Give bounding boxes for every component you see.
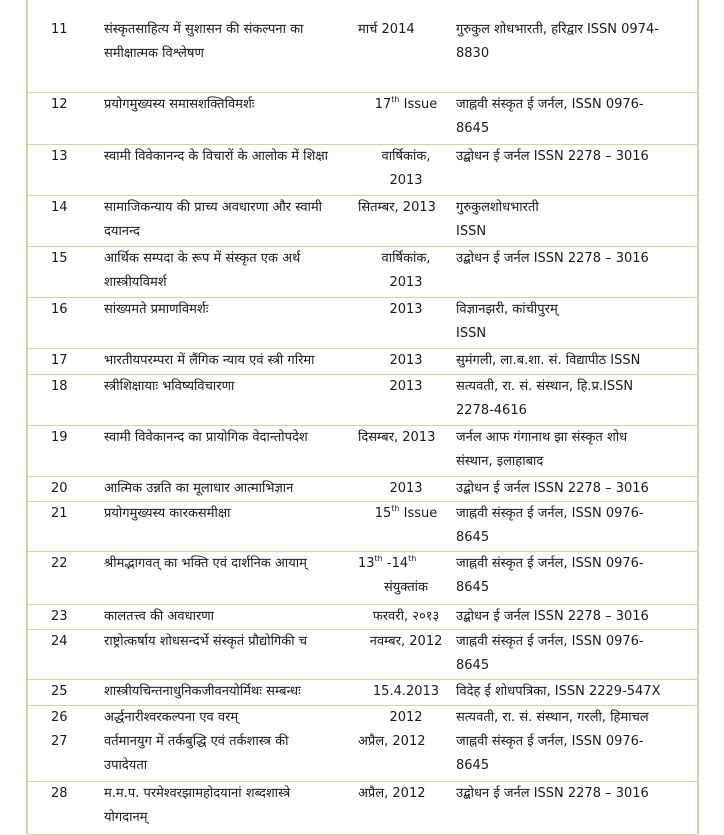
paper-title bbox=[104, 247, 361, 295]
paper-title-line: वर्तमानयुग में तर्कबुद्धि एवं तर्कशास्त्र की bbox=[104, 734, 289, 749]
serial-number: 19 bbox=[51, 430, 68, 445]
paper-title-line: म.म.प. परमेश्वरझामहोदयानां शब्दशास्त्रे bbox=[104, 786, 291, 801]
journal-info-line: उद्बोधन ई जर्नल ISSN 2278 – 3016 bbox=[456, 481, 649, 496]
journal-info-line: विज्ञानझरी, कांचीपुरम् bbox=[456, 302, 558, 317]
table-row bbox=[28, 502, 697, 552]
publication-date bbox=[358, 247, 454, 295]
table-row bbox=[28, 706, 697, 729]
journal-info-line: जाह्नवी संस्कृत ई जर्नल, ISSN 0976- bbox=[456, 634, 644, 649]
serial-number: 15 bbox=[51, 251, 68, 266]
publication-date bbox=[358, 782, 454, 806]
serial-number: 27 bbox=[51, 734, 68, 749]
paper-title-line: संस्कृतसाहित्य में सुशासन की संकल्पना का bbox=[104, 22, 304, 37]
journal-info-line: उद्बोधन ई जर्नल ISSN 2278 – 3016 bbox=[456, 786, 649, 801]
paper-title-line: उपादेयता bbox=[104, 758, 148, 773]
journal-info-line: 8645 bbox=[456, 658, 490, 673]
journal-info bbox=[456, 605, 696, 629]
journal-info bbox=[456, 552, 696, 600]
journal-info-line: ISSN bbox=[456, 326, 487, 341]
publication-date bbox=[358, 298, 454, 322]
paper-title bbox=[104, 196, 361, 244]
paper-title-line: प्रयोगमुख्यस्य कारकसमीक्षा bbox=[104, 506, 231, 521]
journal-info-line: गुरुकुल शोधभारती, हरिद्वार ISSN 0974- bbox=[456, 22, 659, 37]
paper-title-line: कालतत्त्व की अवधारणा bbox=[104, 609, 215, 624]
publication-date-line: फरवरी, २०१३ bbox=[372, 609, 440, 624]
publication-date bbox=[358, 706, 454, 730]
serial-number: 14 bbox=[51, 200, 68, 215]
journal-info-line: 8645 bbox=[456, 121, 490, 136]
table-row bbox=[28, 477, 697, 502]
journal-info-line: जाह्नवी संस्कृत ई जर्नल, ISSN 0976- bbox=[456, 506, 644, 521]
paper-title-line: आर्थिक सम्पदा के रूप में संस्कृत एक अर्थ bbox=[104, 251, 301, 266]
publication-date bbox=[358, 730, 454, 754]
journal-info bbox=[456, 426, 696, 474]
journal-info-line: गुरुकुलशोधभारती bbox=[456, 200, 539, 215]
paper-title-line: अर्द्धनारीश्वरकल्पना एव वरम् bbox=[104, 710, 239, 725]
table-row bbox=[28, 349, 697, 375]
publication-date-line: 2013 bbox=[389, 379, 423, 394]
publication-date bbox=[358, 502, 454, 526]
paper-title-line: आत्मिक उन्नति का मूलाधार आत्माभिज्ञान bbox=[104, 481, 294, 496]
paper-title bbox=[104, 552, 361, 576]
table-row bbox=[28, 247, 697, 298]
paper-title bbox=[104, 18, 361, 66]
journal-info-line: सुमंगली, ला.ब.शा. सं. विद्यापीठ ISSN bbox=[456, 353, 641, 368]
journal-info bbox=[456, 730, 696, 778]
paper-title-line: भारतीयपरम्परा में लैंगिक न्याय एवं स्त्री गरिमा bbox=[104, 353, 315, 368]
publication-date-line: अप्रैल, 2012 bbox=[358, 734, 426, 749]
journal-info-line: संस्थान, इलाहाबाद bbox=[456, 454, 544, 469]
publication-date-line: 15th Issue bbox=[374, 503, 438, 521]
serial-number: 22 bbox=[51, 556, 68, 571]
publication-date-line: वार्षिकांक, bbox=[381, 149, 431, 164]
journal-info-line: उद्बोधन ई जर्नल ISSN 2278 – 3016 bbox=[456, 251, 649, 266]
publication-date-line: 2013 bbox=[389, 275, 423, 290]
journal-info bbox=[456, 18, 696, 66]
paper-title-line: राष्ट्रोत्कर्षाय शोधसन्दर्भे संस्कृतं प्रौद्योगिकी च bbox=[104, 634, 307, 649]
journal-info bbox=[456, 477, 696, 501]
publication-date-line: 2013 bbox=[389, 353, 423, 368]
publication-date-line: दिसम्बर, 2013 bbox=[358, 430, 436, 445]
publication-date-line: 2013 bbox=[389, 302, 423, 317]
serial-number: 20 bbox=[51, 481, 68, 496]
journal-info-line: 8645 bbox=[456, 530, 490, 545]
journal-info bbox=[456, 349, 696, 373]
paper-title bbox=[104, 630, 361, 654]
journal-info bbox=[456, 782, 696, 806]
serial-number: 24 bbox=[51, 634, 68, 649]
publication-date-line: 15.4.2013 bbox=[372, 684, 440, 699]
publication-date bbox=[358, 552, 454, 600]
serial-number: 13 bbox=[51, 149, 68, 164]
paper-title-line: सांख्यमते प्रमाणविमर्शः bbox=[104, 302, 209, 317]
journal-info-line: उद्बोधन ई जर्नल ISSN 2278 – 3016 bbox=[456, 149, 649, 164]
journal-info-line: जर्नल आफ गंगानाथ झा संस्कृत शोध bbox=[456, 430, 628, 445]
serial-number: 11 bbox=[51, 22, 68, 37]
publication-date bbox=[358, 426, 454, 450]
paper-title bbox=[104, 349, 361, 373]
publication-date-line: 2013 bbox=[389, 481, 423, 496]
journal-info bbox=[456, 93, 696, 141]
paper-title-line: समीक्षात्मक विश्लेषण bbox=[104, 46, 204, 61]
paper-title-line: श्रीमद्भागवत् का भक्ति एवं दार्शनिक आयाम् bbox=[104, 556, 307, 571]
publication-date-line: नवम्बर, 2012 bbox=[369, 634, 443, 649]
paper-title bbox=[104, 145, 361, 169]
serial-number: 23 bbox=[51, 609, 68, 624]
paper-title-line: दयानन्द bbox=[104, 224, 140, 239]
paper-title-line: स्वामी विवेकानन्द का प्रायोगिक वेदान्तोपदेश bbox=[104, 430, 308, 445]
journal-info-line: जाह्नवी संस्कृत ई जर्नल, ISSN 0976- bbox=[456, 734, 644, 749]
table-row bbox=[28, 93, 697, 145]
table-row bbox=[28, 18, 697, 93]
journal-info bbox=[456, 630, 696, 678]
serial-number: 21 bbox=[51, 506, 68, 521]
table-row bbox=[28, 298, 697, 349]
journal-info bbox=[456, 502, 696, 550]
table-row bbox=[28, 426, 697, 477]
publication-date-line: मार्च 2014 bbox=[358, 22, 415, 37]
journal-info-line: उद्बोधन ई जर्नल ISSN 2278 – 3016 bbox=[456, 609, 649, 624]
publication-date-line: अप्रैल, 2012 bbox=[358, 786, 426, 801]
paper-title bbox=[104, 477, 361, 501]
journal-info-line: 8830 bbox=[456, 46, 490, 61]
publication-date bbox=[358, 196, 454, 220]
paper-title bbox=[104, 782, 361, 830]
paper-title-line: स्त्रीशिक्षायाः भविष्यविचारणा bbox=[104, 379, 235, 394]
publication-date bbox=[358, 93, 454, 117]
journal-info bbox=[456, 680, 696, 704]
publication-date bbox=[358, 605, 454, 629]
journal-info bbox=[456, 196, 696, 244]
paper-title-line: शास्त्रीयविमर्श bbox=[104, 275, 167, 290]
serial-number: 28 bbox=[51, 786, 68, 801]
journal-info-line: 8645 bbox=[456, 758, 490, 773]
journal-info-line: 8645 bbox=[456, 580, 490, 595]
publication-date-line: वार्षिकांक, bbox=[381, 251, 431, 266]
table-row bbox=[28, 145, 697, 196]
table-row bbox=[28, 552, 697, 605]
paper-title bbox=[104, 502, 361, 526]
serial-number: 16 bbox=[51, 302, 68, 317]
paper-title bbox=[104, 375, 361, 399]
serial-number: 12 bbox=[51, 97, 68, 112]
journal-info-line: ISSN bbox=[456, 224, 487, 239]
publication-date-line: 13th -14th bbox=[358, 553, 417, 571]
table-row bbox=[28, 680, 697, 706]
table-row bbox=[28, 730, 697, 782]
journal-info-line: सत्यवती, रा. सं. संस्थान, हि.प्र.ISSN bbox=[456, 379, 634, 394]
journal-info bbox=[456, 298, 696, 346]
journal-info-line: सत्यवती, रा. सं. संस्थान, गरली, हिमाचल bbox=[456, 710, 649, 725]
journal-info-line: 2278-4616 bbox=[456, 403, 527, 418]
paper-title-line: प्रयोगमुख्यस्य समासशक्तिविमर्शः bbox=[104, 97, 255, 112]
journal-info-line: जाह्नवी संस्कृत ई जर्नल, ISSN 0976- bbox=[456, 556, 644, 571]
journal-info bbox=[456, 706, 696, 730]
table-row bbox=[28, 630, 697, 680]
paper-title-line: स्वामी विवेकानन्द के विचारों के आलोक में शिक्षा bbox=[104, 149, 329, 164]
serial-number: 17 bbox=[51, 353, 68, 368]
table-row bbox=[28, 782, 697, 835]
publication-date bbox=[358, 349, 454, 373]
paper-title bbox=[104, 426, 361, 450]
paper-title-line: शास्त्रीयचिन्तनाधुनिकजीवनयोर्मिथः सम्बन्धः bbox=[104, 684, 301, 699]
table-row bbox=[28, 605, 697, 630]
paper-title bbox=[104, 730, 361, 778]
publication-date-line: 2012 bbox=[389, 710, 423, 725]
publication-date-line: 17th Issue bbox=[374, 94, 438, 112]
journal-info bbox=[456, 145, 696, 169]
paper-title bbox=[104, 706, 361, 730]
publication-date bbox=[358, 18, 454, 42]
table-row bbox=[28, 196, 697, 247]
serial-number: 25 bbox=[51, 684, 68, 699]
serial-number: 26 bbox=[51, 710, 68, 725]
paper-title bbox=[104, 605, 361, 629]
paper-title bbox=[104, 93, 361, 117]
publication-date bbox=[358, 477, 454, 501]
paper-title-line: सामाजिकन्याय की प्राच्य अवधारणा और स्वामी bbox=[104, 200, 323, 215]
publication-date bbox=[358, 145, 454, 193]
publication-date-line: सितम्बर, 2013 bbox=[358, 200, 436, 215]
paper-title bbox=[104, 680, 361, 704]
journal-info bbox=[456, 247, 696, 271]
publication-date bbox=[358, 630, 454, 654]
publication-date-line: 2013 bbox=[389, 173, 423, 188]
publication-date bbox=[358, 375, 454, 399]
paper-title-line: योगदानम् bbox=[104, 810, 148, 825]
publication-date-line: संयुक्तांक bbox=[383, 580, 429, 595]
journal-info bbox=[456, 375, 696, 423]
table-row bbox=[28, 375, 697, 426]
publication-date bbox=[358, 680, 454, 704]
paper-title bbox=[104, 298, 361, 322]
journal-info-line: विदेह ई शोधपत्रिका, ISSN 2229-547X bbox=[456, 684, 661, 699]
journal-info-line: जाह्नवी संस्कृत ई जर्नल, ISSN 0976- bbox=[456, 97, 644, 112]
serial-number: 18 bbox=[51, 379, 68, 394]
